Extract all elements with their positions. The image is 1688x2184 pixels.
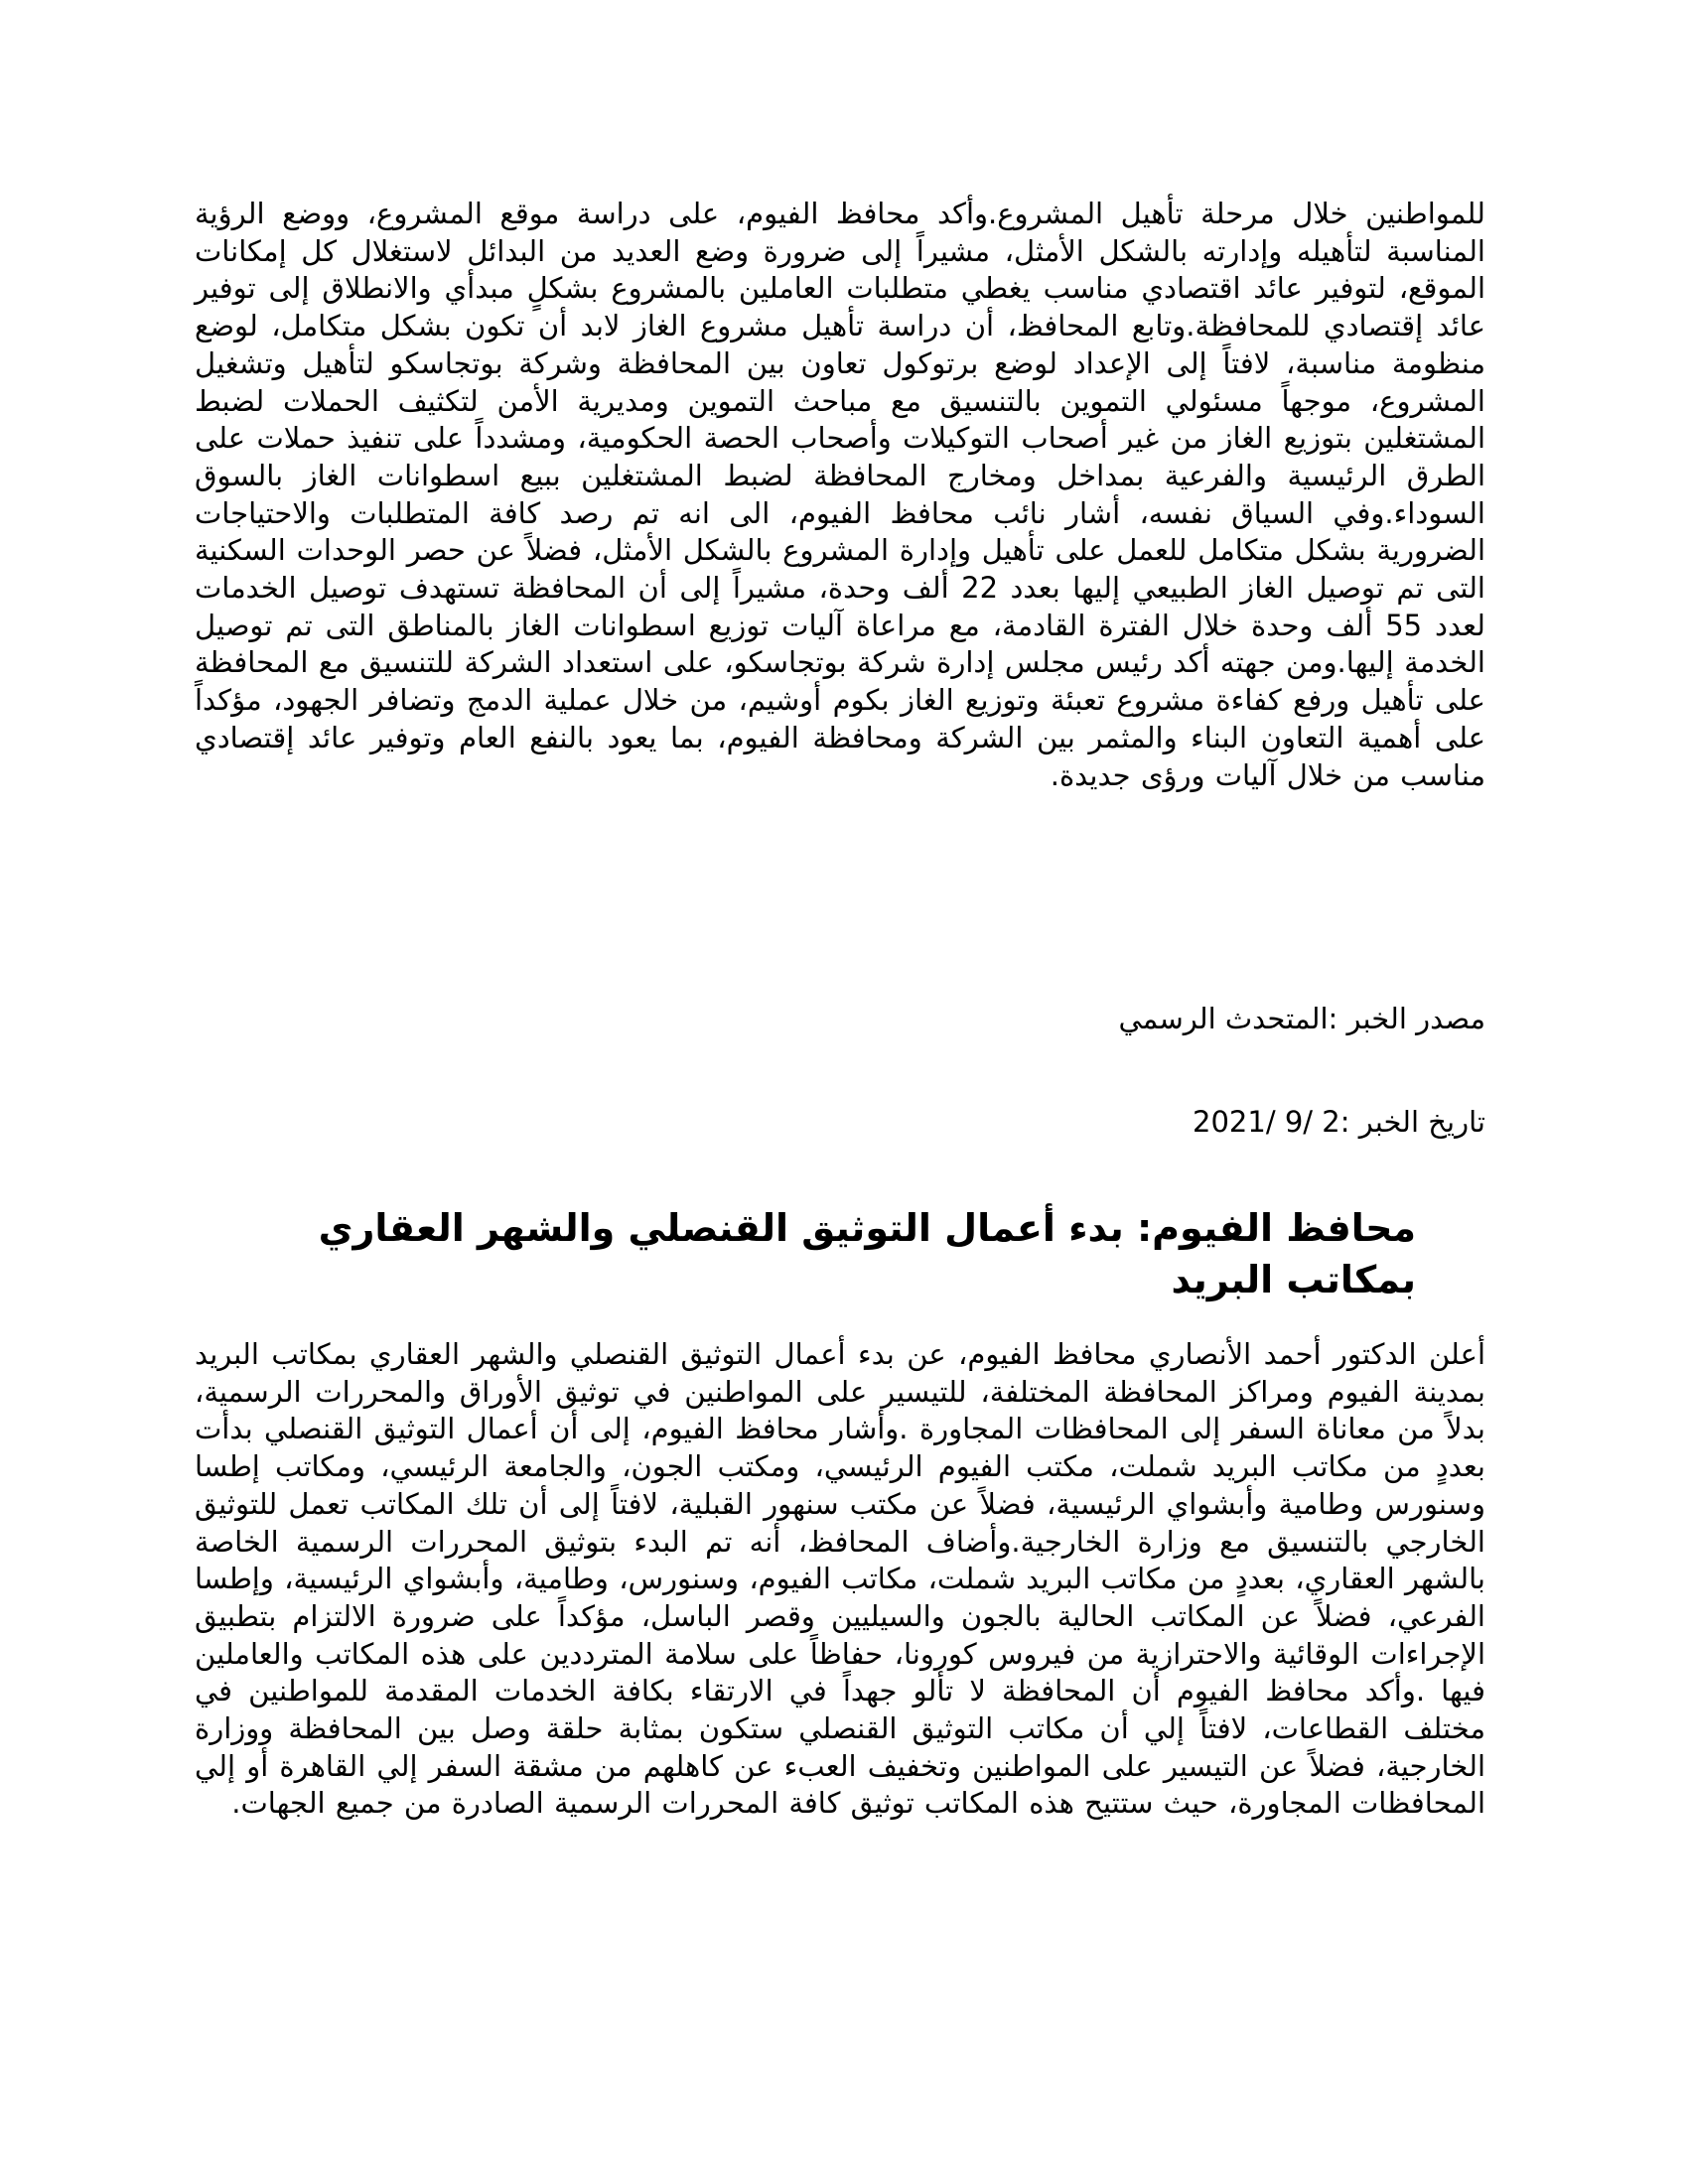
article-1 [195, 196, 1485, 794]
news-date: تاريخ الخبر :2 /9 /2021 [1193, 1105, 1485, 1139]
article-1-body: للمواطنين خلال مرحلة تأهيل المشروع.وأكد محافظ الفيوم، على دراسة موقع المشروع، ووضع الرؤية المناسبة لتأهيله وإدارته بالشكل الأمثل، مشيراً إلى ضرورة وضع العديد من البدائل لاستغلال كل إمكانات الموقع، لتوفير عائد اقتصادي مناسب يغطي متطلبات العاملين بالمشروع بشكلٍ مبدأي والانطلاق إلى توفير عائد إقتصادي للمحافظة.وتابع المحافظ، أن دراسة تأهيل مشروع الغاز لابد أن تكون بشكل متكامل، لوضع منظومة مناسبة، لافتاً إلى الإعداد لوضع برتوكول تعاون بين المحافظة وشركة بوتجاسكو لتأهيل وتشغيل المشروع، موجهاً مسئولي التموين بالتنسيق مع مباحث التموين ومديرية الأمن لتكثيف الحملات لضبط المشتغلين بتوزيع الغاز من غير أصحاب التوكيلات وأصحاب الحصة الحكومية، ومشدداً على تنفيذ حملات على الطرق الرئيسية والفرعية بمداخل ومخارج المحافظة لضبط المشتغلين ببيع اسطوانات الغاز بالسوق السوداء.وفي السياق نفسه، أشار نائب محافظ الفيوم، الى انه تم رصد كافة المتطلبات والاحتياجات الضرورية بشكل متكامل للعمل على تأهيل وإدارة المشروع بالشكل الأمثل، فضلاً عن حصر الوحدات السكنية التى تم توصيل الغاز الطبيعي إليها بعدد 22 ألف وحدة، مشيراً إلى أن المحافظة تستهدف توصيل الخدمات لعدد 55 ألف وحدة خلال الفترة القادمة، مع مراعاة آليات توزيع اسطوانات الغاز بالمناطق التى تم توصيل الخدمة إليها.ومن جهته أكد رئيس مجلس إدارة شركة بوتجاسكو، على استعداد الشركة للتنسيق مع المحافظة على تأهيل ورفع كفاءة مشروع تعبئة وتوزيع الغاز بكوم أوشيم، من خلال عملية الدمج وتضافر الجهود، مؤكداً على أهمية التعاون البناء والمثمر بين الشركة ومحافظة الفيوم، بما يعود بالنفع العام وتوفير عائد إقتصادي مناسب من خلال آليات ورؤى جديدة. [195, 197, 1485, 792]
news-source: مصدر الخبر :المتحدث الرسمي [1118, 1002, 1485, 1035]
article-2-body: أعلن الدكتور أحمد الأنصاري محافظ الفيوم، عن بدء أعمال التوثيق القنصلي والشهر العقاري بمكاتب البريد بمدينة الفيوم ومراكز المحافظة المختلفة، للتيسير على المواطنين في توثيق الأوراق والمحررات الرسمية، بدلاً من معاناة السفر إلى المحافظات المجاورة .وأشار محافظ الفيوم، إلى أن أعمال التوثيق القنصلي بدأت بعددٍ من مكاتب البريد شملت، مكتب الفيوم الرئيسي، ومكتب الجون، والجامعة الرئيسي، ومكاتب إطسا وسنورس وطامية وأبشواي الرئيسية، فضلاً عن مكتب سنهور القبلية، لافتاً إلى أن تلك المكاتب تعمل للتوثيق الخارجي بالتنسيق مع وزارة الخارجية.وأضاف المحافظ، أنه تم البدء بتوثيق المحررات الرسمية الخاصة بالشهر العقاري، بعددٍ من مكاتب البريد شملت، مكاتب الفيوم، وسنورس، وطامية، وأبشواي الرئيسية، وإطسا الفرعي، فضلاً عن المكاتب الحالية بالجون والسيليين وقصر الباسل، مؤكداً على ضرورة الالتزام بتطبيق الإجراءات الوقائية والاحترازية من فيروس كورونا، حفاظاً على سلامة المترددين على هذه المكاتب والعاملين فيها .وأكد محافظ الفيوم أن المحافظة لا تألو جهداً في الارتقاء بكافة الخدمات المقدمة للمواطنين في مختلف القطاعات، لافتاً إلي أن مكاتب التوثيق القنصلي ستكون بمثابة حلقة وصل بين المحافظة ووزارة الخارجية، فضلاً عن التيسير على المواطنين وتخفيف العبء عن كاهلهم من مشقة السفر إلي القاهرة أو إلي المحافظات المجاورة، حيث ستتيح هذه المكاتب توثيق كافة المحررات الرسمية الصادرة من جميع الجهات. [195, 1337, 1485, 1821]
article-2-headline: محافظ الفيوم: بدء أعمال التوثيق القنصلي والشهر العقاري بمكاتب البريد [318, 1206, 1416, 1301]
article-2 [195, 1336, 1485, 1823]
